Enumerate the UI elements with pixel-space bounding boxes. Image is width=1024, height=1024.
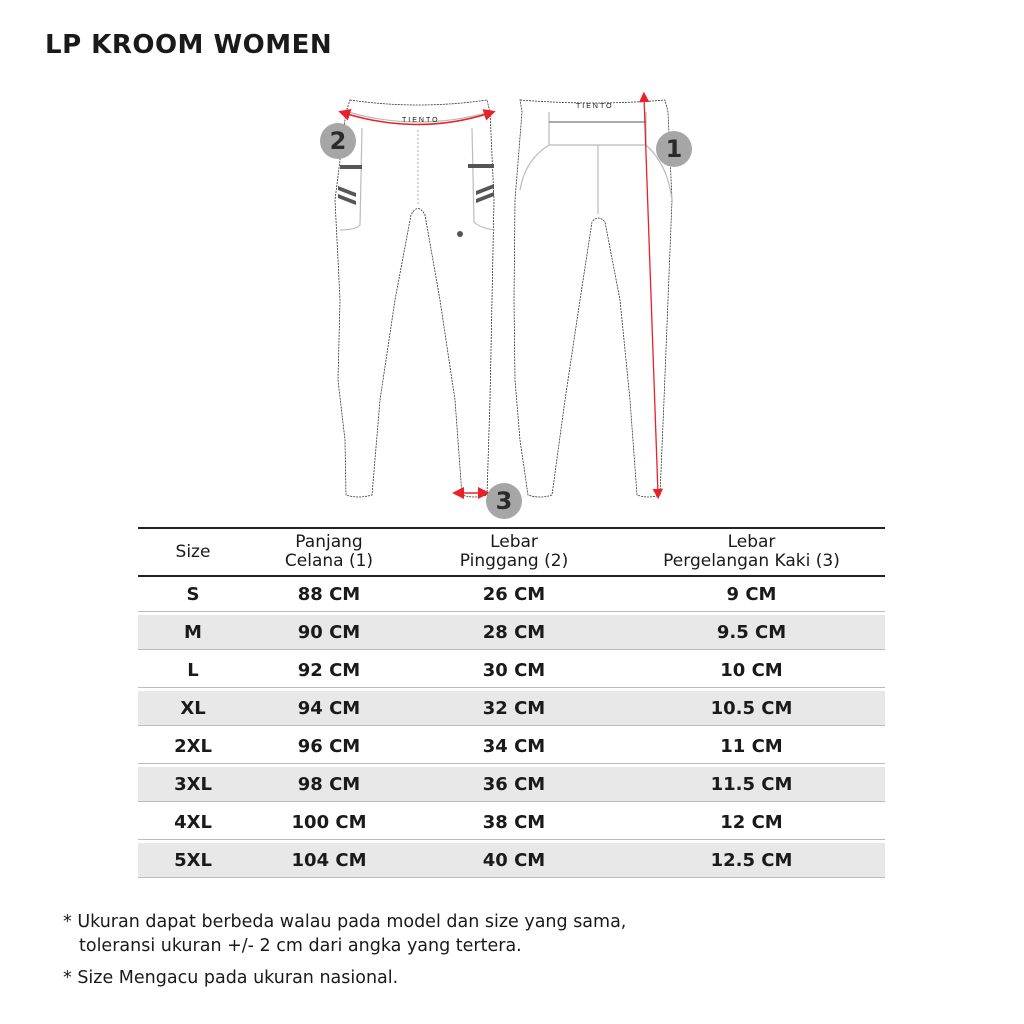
- header-ankle: Lebar Pergelangan Kaki (3): [618, 528, 885, 576]
- logo-icon: [457, 231, 463, 237]
- note-tolerance: * Ukuran dapat berbeda walau pada model dan size yang sama, toleransi ukuran +/- 2 cm dari angka yang tertera.: [63, 912, 627, 956]
- page-title: LP KROOM WOMEN: [45, 30, 333, 60]
- table-row: [138, 614, 885, 652]
- length-cell: 92 CM: [248, 652, 410, 690]
- waist-cell: 26 CM: [410, 576, 618, 614]
- table-row: [138, 576, 885, 614]
- header-length: Panjang Celana (1): [248, 528, 410, 576]
- waist-cell: 38 CM: [410, 804, 618, 842]
- table-row: [138, 842, 885, 880]
- table-row: [138, 728, 885, 766]
- notes: [63, 910, 626, 998]
- table-row: [138, 766, 885, 804]
- size-cell: M: [138, 614, 248, 652]
- length-cell: 96 CM: [248, 728, 410, 766]
- marker-badge-3: 3: [486, 483, 522, 519]
- size-table: [138, 527, 885, 881]
- length-cell: 88 CM: [248, 576, 410, 614]
- table-row: [138, 652, 885, 690]
- waist-cell: 30 CM: [410, 652, 618, 690]
- header-waist: Lebar Pinggang (2): [410, 528, 618, 576]
- size-cell: XL: [138, 690, 248, 728]
- ankle-cell: 10 CM: [618, 652, 885, 690]
- size-cell: 3XL: [138, 766, 248, 804]
- length-cell: 90 CM: [248, 614, 410, 652]
- marker-badge-1: 1: [656, 131, 692, 167]
- ankle-cell: 9 CM: [618, 576, 885, 614]
- length-cell: 104 CM: [248, 842, 410, 880]
- length-cell: 94 CM: [248, 690, 410, 728]
- marker-badge-2: 2: [320, 123, 356, 159]
- size-cell: L: [138, 652, 248, 690]
- size-cell: 2XL: [138, 728, 248, 766]
- ankle-cell: 9.5 CM: [618, 614, 885, 652]
- ankle-cell: 12 CM: [618, 804, 885, 842]
- waist-cell: 34 CM: [410, 728, 618, 766]
- waist-cell: 36 CM: [410, 766, 618, 804]
- length-cell: 98 CM: [248, 766, 410, 804]
- size-cell: S: [138, 576, 248, 614]
- size-cell: 4XL: [138, 804, 248, 842]
- header-size: Size: [138, 528, 248, 576]
- table-row: [138, 690, 885, 728]
- ankle-cell: 11 CM: [618, 728, 885, 766]
- back-pants: [514, 100, 672, 497]
- ankle-cell: 11.5 CM: [618, 766, 885, 804]
- waist-cell: 40 CM: [410, 842, 618, 880]
- note-national-size: * Size Mengacu pada ukuran nasional.: [63, 968, 399, 988]
- brand-text: TIENTO: [402, 117, 440, 124]
- size-cell: 5XL: [138, 842, 248, 880]
- table-header: [138, 528, 885, 576]
- waist-cell: 32 CM: [410, 690, 618, 728]
- brand-text-back: TIENTO: [576, 103, 614, 110]
- table-row: [138, 804, 885, 842]
- ankle-cell: 12.5 CM: [618, 842, 885, 880]
- waist-cell: 28 CM: [410, 614, 618, 652]
- ankle-cell: 10.5 CM: [618, 690, 885, 728]
- front-pants: [335, 100, 494, 497]
- length-cell: 100 CM: [248, 804, 410, 842]
